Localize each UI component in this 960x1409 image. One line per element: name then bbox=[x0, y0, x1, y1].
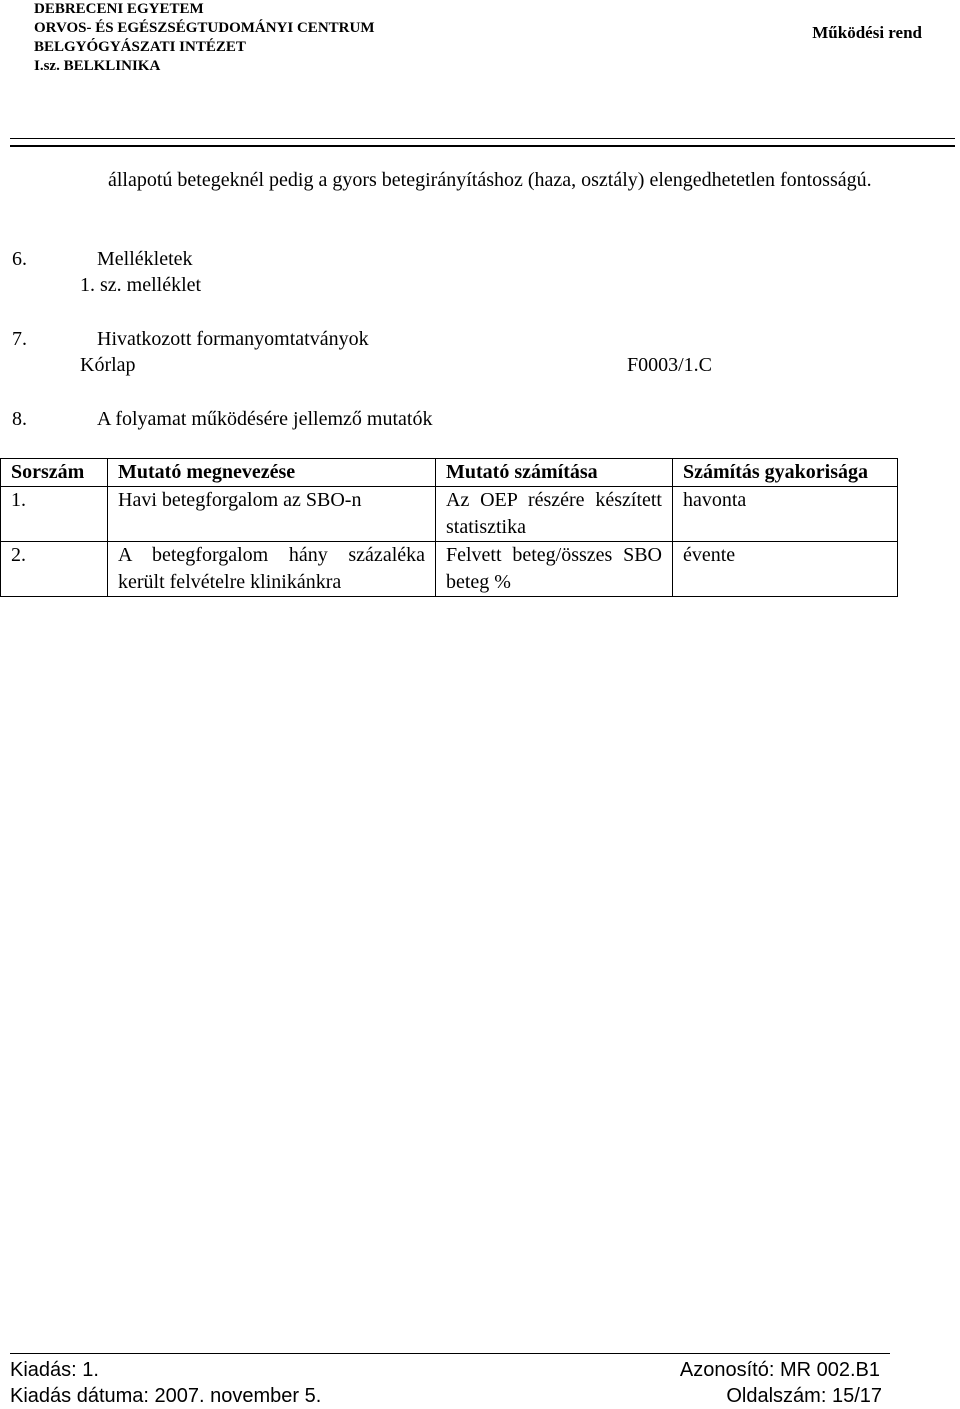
header-line-centre: ORVOS- ÉS EGÉSZSÉGTUDOMÁNYI CENTRUM bbox=[34, 20, 375, 36]
section-7-heading bbox=[12, 326, 369, 352]
header-line-university: DEBRECENI EGYETEM bbox=[34, 1, 204, 17]
table-cell: 1. bbox=[1, 487, 108, 542]
form-name: Kórlap bbox=[80, 354, 136, 376]
header-divider-thick bbox=[10, 145, 955, 147]
table-cell: 2. bbox=[1, 542, 108, 597]
section-number: 6. bbox=[12, 248, 27, 270]
header-line-institute: BELGYÓGYÁSZATI INTÉZET bbox=[34, 39, 246, 55]
section-title: A folyamat működésére jellemző mutatók bbox=[97, 408, 433, 430]
header-line-clinic: I.sz. BELKLINIKA bbox=[34, 58, 161, 74]
indicator-table bbox=[0, 458, 898, 597]
section-number: 7. bbox=[12, 328, 27, 350]
institution-header bbox=[34, 0, 374, 76]
footer-page-number: Oldalszám: 15/17 bbox=[726, 1385, 882, 1407]
column-header: Számítás gyakorisága bbox=[673, 459, 898, 487]
table-cell: Felvett beteg/összes SBO beteg % bbox=[436, 542, 673, 597]
table-cell: Az OEP részére készített statisztika bbox=[436, 487, 673, 542]
table-cell: havonta bbox=[673, 487, 898, 542]
section-title: Mellékletek bbox=[97, 248, 193, 270]
column-header: Mutató megnevezése bbox=[108, 459, 436, 487]
table-cell: évente bbox=[673, 542, 898, 597]
header-divider-thin bbox=[10, 138, 955, 139]
table-header-row bbox=[1, 459, 898, 487]
section-number: 8. bbox=[12, 408, 27, 430]
footer-identifier: Azonosító: MR 002.B1 bbox=[679, 1359, 880, 1381]
table-cell: Havi betegforgalom az SBO-n bbox=[108, 487, 436, 542]
table-cell: A betegforgalom hány százaléka került felvételre klinikánkra bbox=[108, 542, 436, 597]
section-title: Hivatkozott formanyomtatványok bbox=[97, 328, 369, 350]
continued-paragraph: állapotú betegeknél pedig a gyors betegirányításhoz (haza, osztály) elengedhetetlen fontosságú. bbox=[108, 169, 872, 191]
footer-issue-date: Kiadás dátuma: 2007. november 5. bbox=[10, 1385, 322, 1407]
footer-divider bbox=[10, 1353, 890, 1354]
footer-issue: Kiadás: 1. bbox=[10, 1359, 99, 1381]
section-8-heading bbox=[12, 406, 432, 432]
document-type: Működési rend bbox=[812, 23, 922, 42]
table-row bbox=[1, 542, 898, 597]
table-row bbox=[1, 487, 898, 542]
column-header: Mutató számítása bbox=[436, 459, 673, 487]
form-code: F0003/1.C bbox=[627, 354, 713, 376]
section-6-heading bbox=[12, 246, 193, 272]
attachment-item: 1. sz. melléklet bbox=[80, 274, 202, 296]
column-header: Sorszám bbox=[1, 459, 108, 487]
